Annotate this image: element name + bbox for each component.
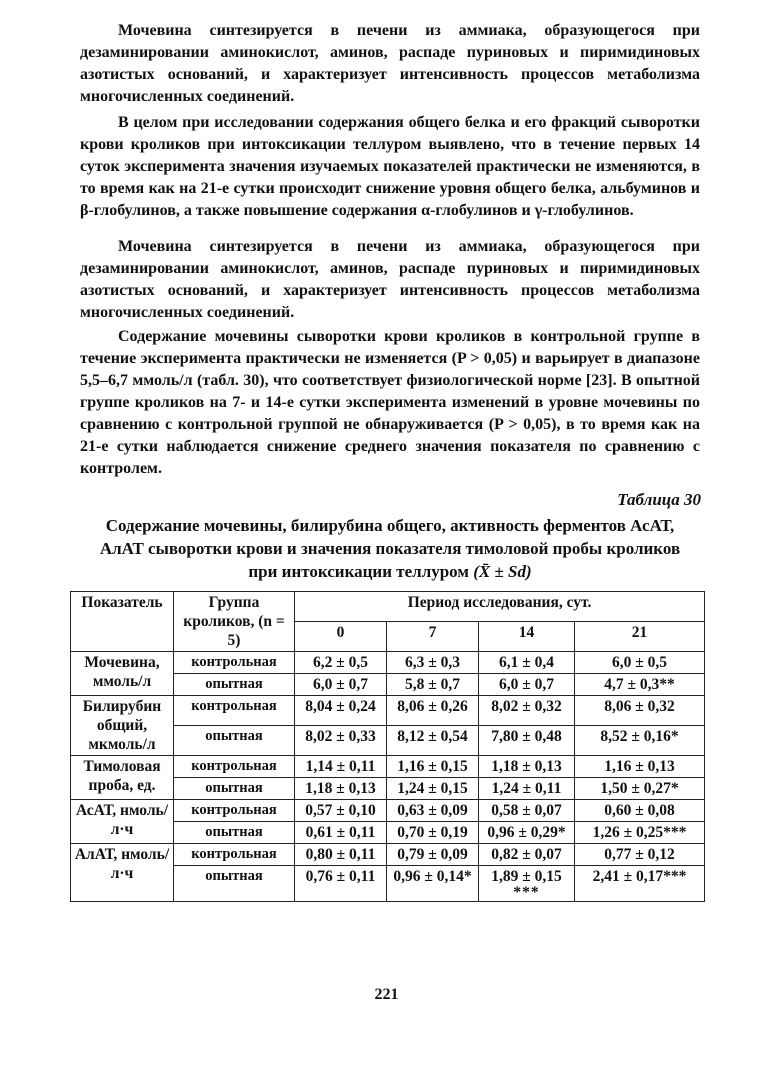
value-cell: 0,76 ± 0,11 bbox=[295, 866, 387, 902]
value-cell: 6,0 ± 0,5 bbox=[575, 652, 705, 674]
header-indicator: Показатель bbox=[71, 592, 174, 652]
value-cell: 0,80 ± 0,11 bbox=[295, 844, 387, 866]
value-cell: 1,18 ± 0,13 bbox=[295, 778, 387, 800]
value-cell: 1,24 ± 0,15 bbox=[387, 778, 479, 800]
table-header-row bbox=[71, 592, 705, 622]
group-cell: контрольная bbox=[174, 652, 295, 674]
indicator-cell: Тимоловая проба, ед. bbox=[71, 756, 174, 800]
value-cell: 1,50 ± 0,27* bbox=[575, 778, 705, 800]
value-cell: 1,18 ± 0,13 bbox=[479, 756, 575, 778]
group-cell: опытная bbox=[174, 778, 295, 800]
value-cell: 6,0 ± 0,7 bbox=[295, 674, 387, 696]
value-cell: 8,04 ± 0,24 bbox=[295, 696, 387, 726]
value-cell: 6,1 ± 0,4 bbox=[479, 652, 575, 674]
value-text: 1,89 ± 0,15 bbox=[491, 868, 562, 885]
caption-line: АлАТ сыворотки крови и значения показателя тимоловой пробы кроликов bbox=[99, 539, 681, 558]
value-cell: 1,16 ± 0,15 bbox=[387, 756, 479, 778]
value-cell: 1,24 ± 0,11 bbox=[479, 778, 575, 800]
header-day: 0 bbox=[295, 622, 387, 652]
group-cell: контрольная bbox=[174, 844, 295, 866]
caption-line: Содержание мочевины, билирубина общего, активность ферментов АсАТ, bbox=[105, 516, 675, 535]
indicator-cell: Билирубин общий, мкмоль/л bbox=[71, 696, 174, 756]
table-row bbox=[71, 652, 705, 674]
header-group: Группа кроликов, (n = 5) bbox=[174, 592, 295, 652]
value-cell: 0,61 ± 0,11 bbox=[295, 822, 387, 844]
data-table bbox=[70, 591, 705, 902]
value-cell: 0,96 ± 0,14* bbox=[387, 866, 479, 902]
header-day: 21 bbox=[575, 622, 705, 652]
value-cell: 5,8 ± 0,7 bbox=[387, 674, 479, 696]
significance-note: *** bbox=[513, 884, 540, 901]
value-cell bbox=[479, 866, 575, 902]
caption-line bbox=[80, 560, 700, 583]
page-number: 221 bbox=[374, 986, 399, 1003]
value-cell: 8,12 ± 0,54 bbox=[387, 726, 479, 756]
value-cell: 0,57 ± 0,10 bbox=[295, 800, 387, 822]
value-cell: 0,63 ± 0,09 bbox=[387, 800, 479, 822]
value-cell: 7,80 ± 0,48 bbox=[479, 726, 575, 756]
value-cell: 4,7 ± 0,3** bbox=[575, 674, 705, 696]
indicator-cell: АлАТ, нмоль/л·ч bbox=[71, 844, 174, 902]
value-cell: 0,77 ± 0,12 bbox=[575, 844, 705, 866]
group-cell: опытная bbox=[174, 726, 295, 756]
header-day: 14 bbox=[479, 622, 575, 652]
group-cell: контрольная bbox=[174, 696, 295, 726]
table-caption bbox=[80, 514, 700, 583]
group-cell: контрольная bbox=[174, 756, 295, 778]
value-cell: 6,2 ± 0,5 bbox=[295, 652, 387, 674]
value-cell: 0,96 ± 0,29* bbox=[479, 822, 575, 844]
table-number-label: Таблица 30 bbox=[617, 490, 701, 509]
value-cell: 2,41 ± 0,17*** bbox=[575, 866, 705, 902]
value-cell: 0,60 ± 0,08 bbox=[575, 800, 705, 822]
paragraph-urea-synthesis: Мочевина синтезируется в печени из аммиака, образующегося при дезаминировании аминокислот, аминов, распаде пуриновых и пиримидиновых азотистых оснований, и характеризует интенсивность процессов метаболизма многочисленных соединений. bbox=[80, 22, 700, 105]
value-cell: 8,52 ± 0,16* bbox=[575, 726, 705, 756]
value-cell: 1,16 ± 0,13 bbox=[575, 756, 705, 778]
caption-line-text: при интоксикации теллуром bbox=[248, 562, 469, 581]
group-cell: опытная bbox=[174, 674, 295, 696]
paragraph-protein-fractions: В целом при исследовании содержания общего белка и его фракций сыворотки крови кроликов при интоксикации теллуром выявлено, что в течение первых 14 суток эксперимента значения изучаемых показателей практически не изменяются, в то время как на 21-е сутки происходит снижение уровня общего белка, альбуминов и β-глобулинов, а также повышение содержания α-глобулинов и γ-глобулинов. bbox=[80, 114, 700, 219]
value-cell: 8,06 ± 0,32 bbox=[575, 696, 705, 726]
indicator-cell: Мочевина, ммоль/л bbox=[71, 652, 174, 696]
paragraph-urea-synthesis-repeat: Мочевина синтезируется в печени из аммиака, образующегося при дезаминировании аминокислот, аминов, распаде пуриновых и пиримидиновых азотистых оснований, и характеризует интенсивность процессов метаболизма многочисленных соединений. bbox=[80, 238, 700, 321]
value-cell: 8,06 ± 0,26 bbox=[387, 696, 479, 726]
group-cell: опытная bbox=[174, 822, 295, 844]
table-row bbox=[71, 844, 705, 866]
header-period: Период исследования, сут. bbox=[295, 592, 705, 622]
paragraph-urea-content: Содержание мочевины сыворотки крови кроликов в контрольной группе в течение эксперимента практически не изменяется (P > 0,05) и варьирует в диапазоне 5,5–6,7 ммоль/л (табл. 30), что соответствует физиологической норме [23]. В опытной группе кроликов на 7- и 14-е сутки эксперимента изменений в уровне мочевины по сравнению с контрольной группой не обнаруживается (P > 0,05), в то время как на 21-е сутки наблюдается снижение среднего значения показателя по сравнению с контролем. bbox=[80, 328, 700, 477]
value-cell: 0,82 ± 0,07 bbox=[479, 844, 575, 866]
group-cell: контрольная bbox=[174, 800, 295, 822]
value-cell: 6,0 ± 0,7 bbox=[479, 674, 575, 696]
header-day: 7 bbox=[387, 622, 479, 652]
value-cell: 6,3 ± 0,3 bbox=[387, 652, 479, 674]
group-cell: опытная bbox=[174, 866, 295, 902]
value-cell: 1,26 ± 0,25*** bbox=[575, 822, 705, 844]
value-cell: 8,02 ± 0,32 bbox=[479, 696, 575, 726]
table-row bbox=[71, 696, 705, 726]
table-row bbox=[71, 800, 705, 822]
caption-formula: (X̄ ± Sd) bbox=[473, 562, 532, 581]
indicator-cell: АсАТ, нмоль/л·ч bbox=[71, 800, 174, 844]
value-cell: 0,70 ± 0,19 bbox=[387, 822, 479, 844]
table-row bbox=[71, 756, 705, 778]
value-cell: 8,02 ± 0,33 bbox=[295, 726, 387, 756]
value-cell: 0,58 ± 0,07 bbox=[479, 800, 575, 822]
value-cell: 1,14 ± 0,11 bbox=[295, 756, 387, 778]
value-cell: 0,79 ± 0,09 bbox=[387, 844, 479, 866]
